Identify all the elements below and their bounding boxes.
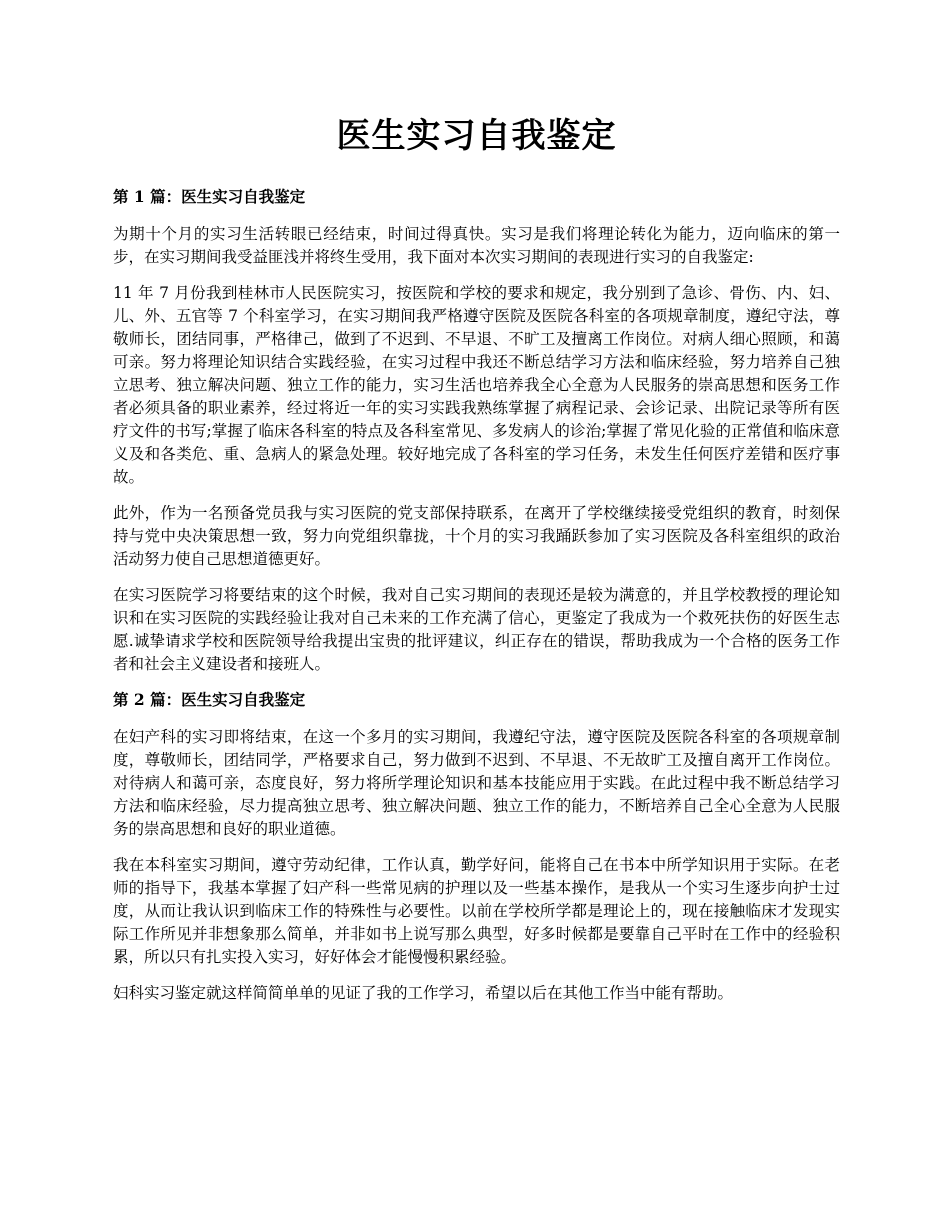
section-1 [113, 186, 840, 676]
paragraph: 在妇产科的实习即将结束，在这一个多月的实习期间，我遵纪守法，遵守医院及医院各科室的各项规章制度，尊敬师长，团结同学，严格要求自己，努力做到不迟到、不早退、不无故旷工及擅自离开工作岗位。对待病人和蔼可亲，态度良好，努力将所学理论知识和基本技能应用于实践。在此过程中我不断总结学习方法和临床经验，尽力提高独立思考、独立解决问题、独立工作的能力，不断培养自己全心全意为人民服务的崇高思想和良好的职业道德。 [113, 728, 840, 838]
section-heading: 第 1 篇：医生实习自我鉴定 [113, 187, 306, 206]
paragraph: 妇科实习鉴定就这样简简单单的见证了我的工作学习，希望以后在其他工作当中能有帮助。 [113, 984, 734, 1002]
paragraph: 11 年 7 月份我到桂林市人民医院实习，按医院和学校的要求和规定，我分别到了急诊、骨伤、内、妇、儿、外、五官等 7 个科室学习，在实习期间我严格遵守医院及医院各科室的各项规章制度，遵纪守法，尊敬师长，团结同事，严格律己，做到了不迟到、不早退、不旷工及擅离工作岗位。对病人细心照顾，和蔼可亲。努力将理论知识结合实践经验，在实习过程中我还不断总结学习方法和临床经验，努力培养自己独立思考、独立解决问题、独立工作的能力，实习生活也培养我全心全意为人民服务的崇高思想和医务工作者必须具备的职业素养，经过将近一年的实习实践我熟练掌握了病程记录、会诊记录、出院记录等所有医疗文件的书写;掌握了临床各科室的特点及各科室常见、多发病人的诊治;掌握了常见化验的正常值和临床意义及和各类危、重、急病人的紧急处理。较好地完成了各科室的学习任务，未发生任何医疗差错和医疗事故。 [113, 284, 840, 486]
document-page [113, 112, 840, 1018]
paragraph: 我在本科室实习期间，遵守劳动纪律，工作认真，勤学好问，能将自己在书本中所学知识用于实际。在老师的指导下，我基本掌握了妇产科一些常见病的护理以及一些基本操作，是我从一个实习生逐步向护士过度，从而让我认识到临床工作的特殊性与必要性。以前在学校所学都是理论上的，现在接触临床才发现实际工作所见并非想象那么简单，并非如书上说写那么典型，好多时候都是要靠自己平时在工作中的经验积累，所以只有扎实投入实习，好好体会才能慢慢积累经验。 [113, 856, 840, 966]
paragraph: 为期十个月的实习生活转眼已经结束，时间过得真快。实习是我们将理论转化为能力，迈向临床的第一步，在实习期间我受益匪浅并将终生受用，我下面对本次实习期间的表现进行实习的自我鉴定: [113, 225, 840, 266]
paragraph: 在实习医院学习将要结束的这个时候，我对自己实习期间的表现还是较为满意的，并且学校教授的理论知识和在实习医院的实践经验让我对自己未来的工作充满了信心，更鉴定了我成为一个救死扶伤的好医生志愿.诚挚请求学校和医院领导给我提出宝贵的批评建议，纠正存在的错误，帮助我成为一个合格的医务工作者和社会主义建设者和接班人。 [113, 586, 840, 673]
section-2 [113, 689, 840, 1005]
paragraph: 此外，作为一名预备党员我与实习医院的党支部保持联系，在离开了学校继续接受党组织的教育，时刻保持与党中央决策思想一致，努力向党组织靠拢，十个月的实习我踊跃参加了实习医院及各科室组织的政治活动努力使自己思想道德更好。 [113, 504, 840, 568]
section-heading: 第 2 篇：医生实习自我鉴定 [113, 690, 306, 709]
document-title: 医生实习自我鉴定 [336, 116, 617, 156]
